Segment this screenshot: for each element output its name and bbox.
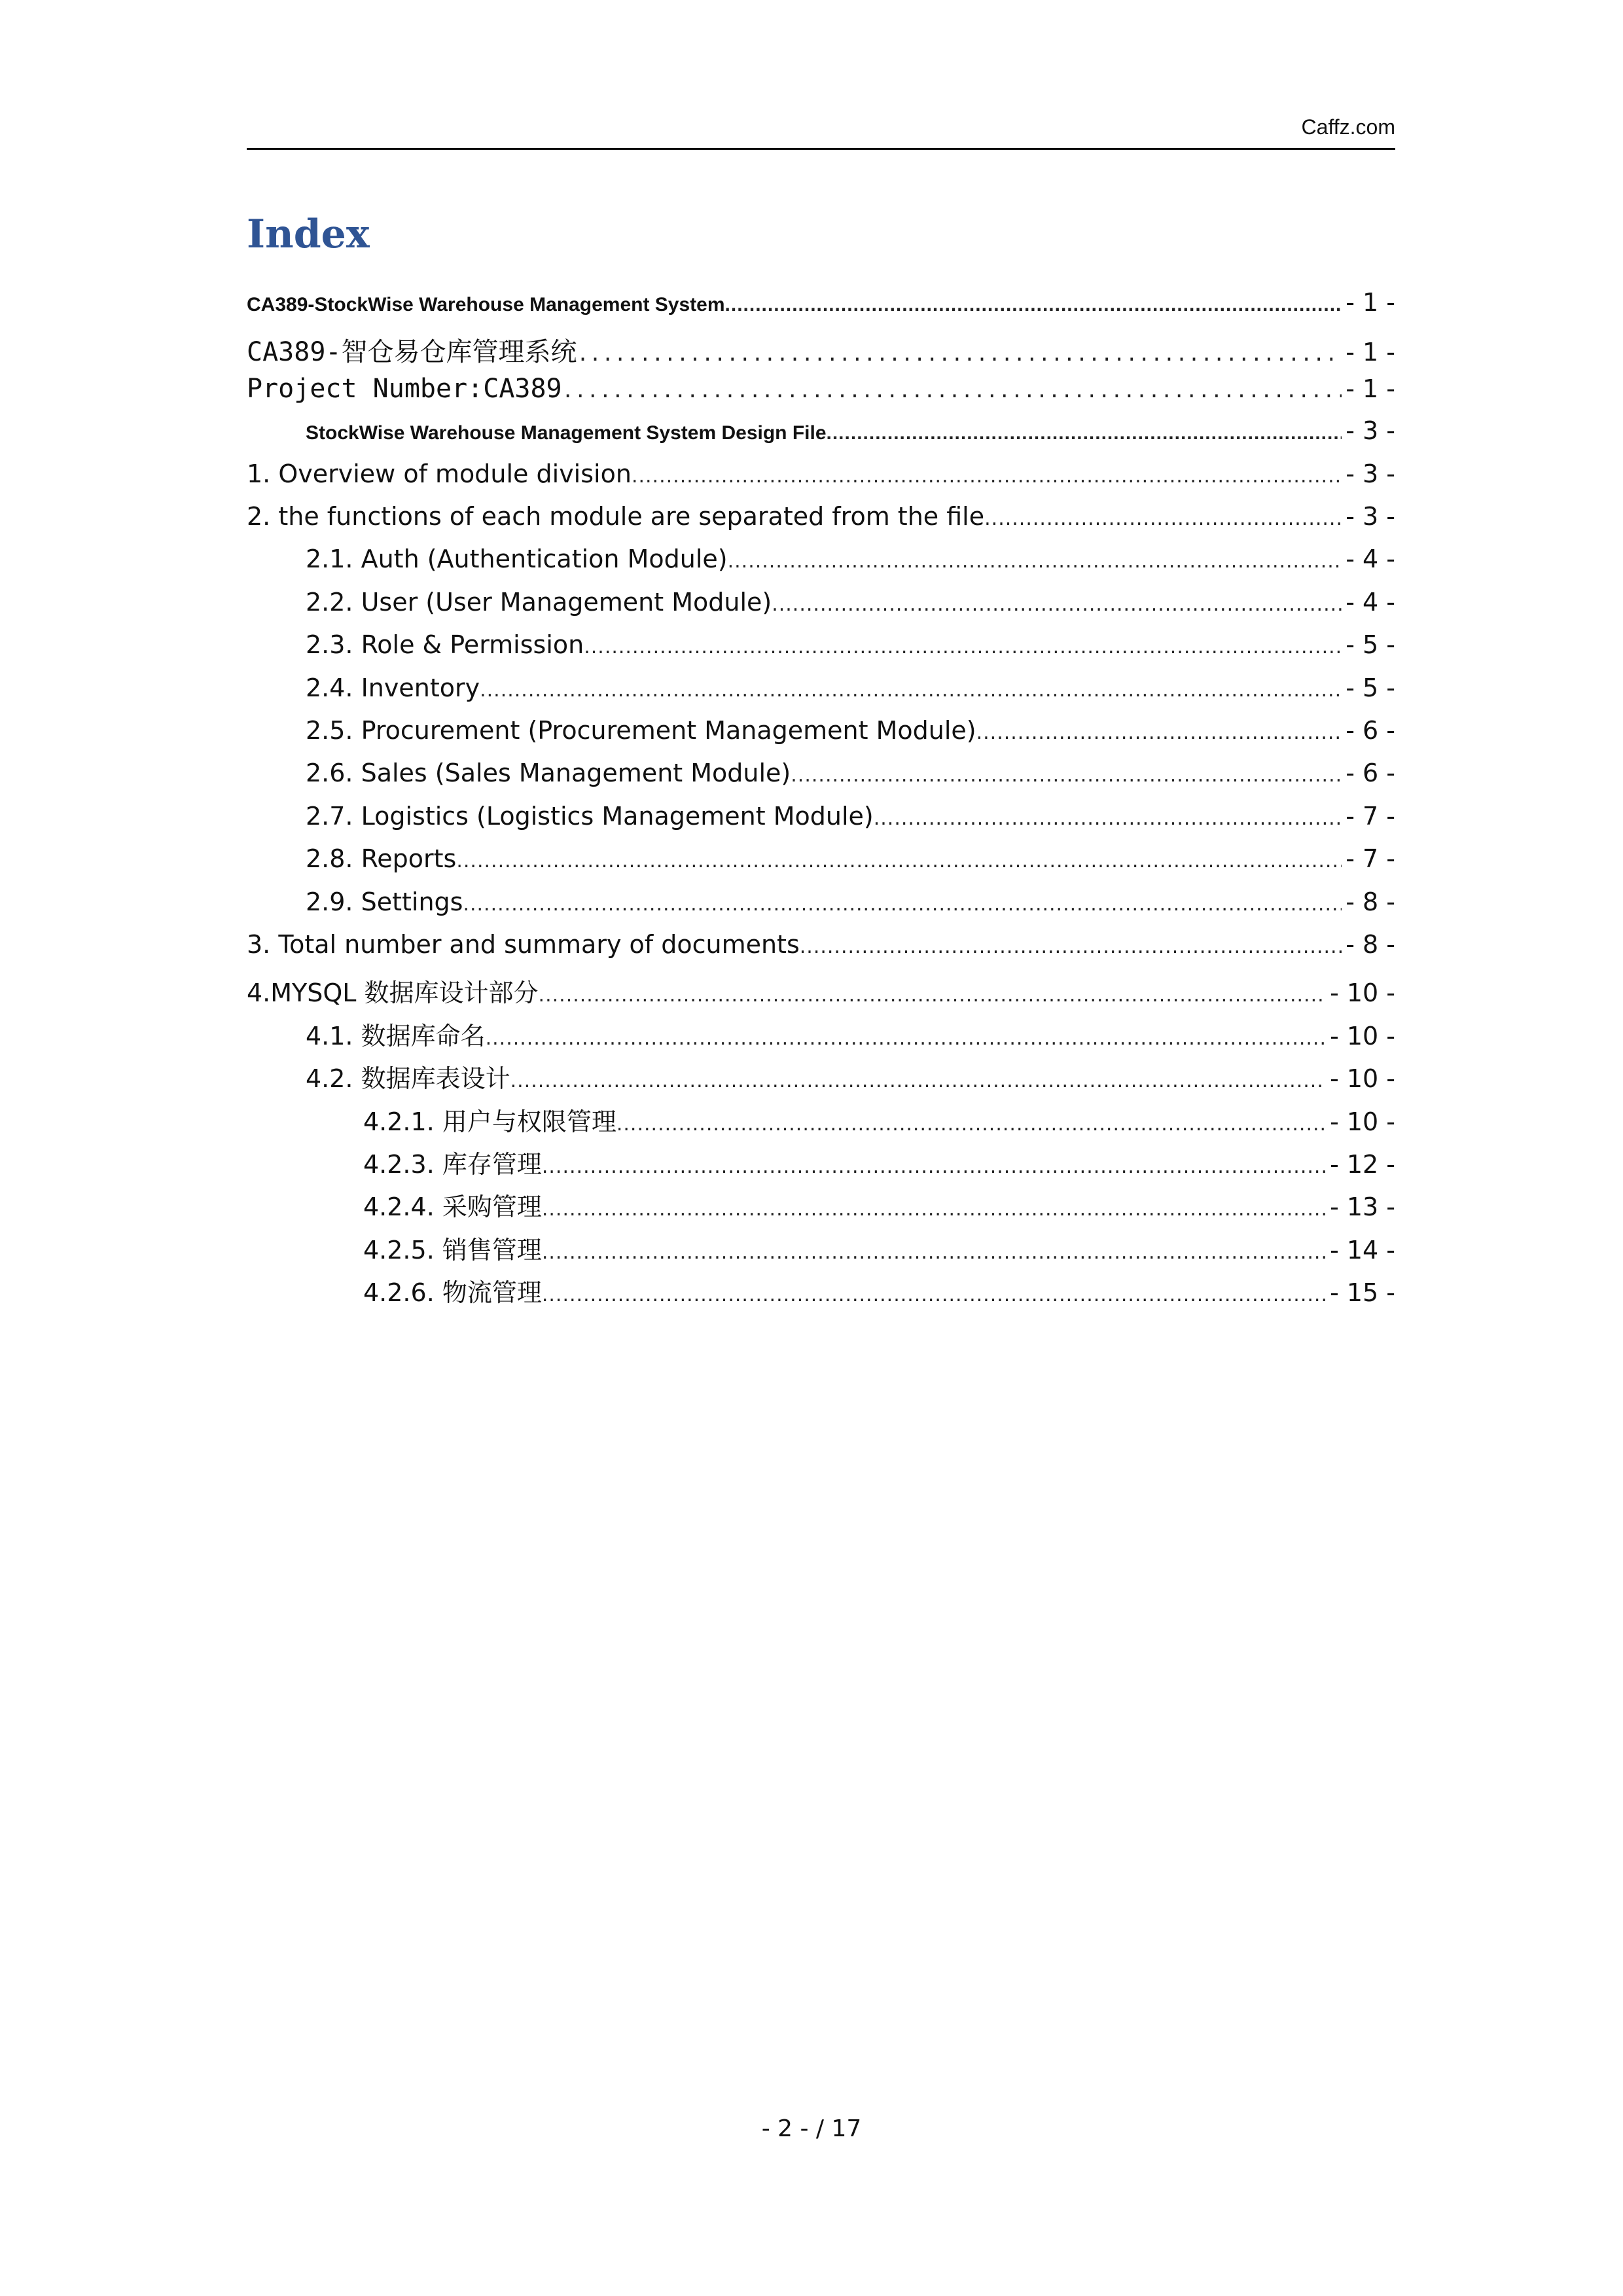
toc-entry-page: - 10 -	[1330, 1107, 1395, 1136]
toc-leader	[463, 893, 1342, 916]
page-number-footer: - 2 - / 17	[761, 2115, 862, 2142]
header-rule	[247, 148, 1395, 150]
toc-entry[interactable]	[247, 502, 1395, 545]
toc-entry-label: CA389-智仓易仓库管理系统	[247, 337, 577, 367]
page-title: Index	[247, 211, 370, 257]
toc-entry[interactable]	[247, 844, 1395, 888]
toc-entry-page: - 1 -	[1346, 338, 1395, 367]
toc-leader	[616, 1113, 1326, 1136]
toc-entry[interactable]	[247, 545, 1395, 588]
toc-entry-page: - 3 -	[1346, 459, 1395, 488]
toc-entry-label: 2.6. Sales (Sales Management Module)	[306, 759, 791, 787]
toc-entry-page: - 10 -	[1330, 978, 1395, 1007]
toc-leader	[542, 1198, 1326, 1221]
toc-entry-label: 2. the functions of each module are separated from the file	[247, 502, 985, 531]
toc-leader	[827, 422, 1342, 444]
toc-entry[interactable]	[247, 1272, 1395, 1316]
toc-entry-label: 2.9. Settings	[306, 888, 463, 916]
toc-entry-page: - 6 -	[1346, 716, 1395, 745]
toc-entry[interactable]	[247, 973, 1395, 1016]
toc-entry-page: - 8 -	[1346, 930, 1395, 959]
toc-entry[interactable]	[247, 374, 1395, 417]
toc-entry[interactable]	[247, 588, 1395, 631]
toc-entry-page: - 14 -	[1330, 1236, 1395, 1265]
toc-leader	[539, 984, 1327, 1007]
toc-leader	[632, 465, 1342, 488]
toc-entry-page: - 13 -	[1330, 1193, 1395, 1221]
toc-entry-label: 4.1. 数据库命名	[306, 1022, 486, 1050]
toc-entry[interactable]	[247, 1016, 1395, 1059]
toc-entry-page: - 4 -	[1346, 588, 1395, 617]
toc-entry-page: - 6 -	[1346, 759, 1395, 787]
toc-entry[interactable]	[247, 331, 1395, 374]
toc-entry-page: - 8 -	[1346, 888, 1395, 916]
header-site: Caffz.com	[1301, 115, 1395, 139]
toc-leader	[584, 636, 1342, 658]
toc-entry-page: - 7 -	[1346, 802, 1395, 831]
toc-entry-label: 4.2.4. 采购管理	[363, 1193, 542, 1221]
toc-leader	[542, 1241, 1326, 1264]
toc-leader	[800, 935, 1342, 958]
toc-entry-label: StockWise Warehouse Management System Design File	[306, 422, 827, 444]
toc-entry-label: 2.8. Reports	[306, 844, 457, 873]
toc-entry-label: 4.2.3. 库存管理	[363, 1150, 542, 1179]
toc-leader	[510, 1069, 1326, 1092]
toc-entry[interactable]	[247, 673, 1395, 717]
toc-leader	[772, 593, 1342, 616]
toc-leader	[984, 507, 1342, 530]
toc-entry-page: - 4 -	[1346, 545, 1395, 573]
toc-entry-page: - 5 -	[1346, 673, 1395, 702]
toc-entry-label: Project Number:CA389	[247, 374, 562, 404]
toc-entry-label: CA389-StockWise Warehouse Management System	[247, 294, 725, 315]
toc-leader	[456, 850, 1342, 872]
toc-leader	[791, 764, 1342, 787]
toc-entry[interactable]	[247, 759, 1395, 802]
toc-entry-page: - 15 -	[1330, 1278, 1395, 1307]
toc-leader	[577, 343, 1342, 366]
toc-leader	[725, 294, 1342, 316]
toc-entry[interactable]	[247, 716, 1395, 759]
toc-entry-page: - 1 -	[1346, 288, 1395, 317]
toc-entry-page: - 3 -	[1346, 502, 1395, 531]
toc-entry-label: 2.4. Inventory	[306, 673, 480, 702]
toc-entry-label: 2.7. Logistics (Logistics Management Module)	[306, 802, 874, 831]
toc-entry[interactable]	[247, 1144, 1395, 1187]
toc-entry-label: 4.2. 数据库表设计	[306, 1064, 510, 1093]
toc-entry-page: - 12 -	[1330, 1150, 1395, 1179]
toc-entry-label: 2.3. Role & Permission	[306, 630, 584, 659]
toc-entry[interactable]	[247, 1187, 1395, 1230]
toc-leader	[480, 679, 1342, 702]
toc-entry-label: 4.MYSQL 数据库设计部分	[247, 978, 539, 1007]
toc-entry-page: - 7 -	[1346, 844, 1395, 873]
toc-entry-label: 4.2.5. 销售管理	[363, 1236, 542, 1265]
toc-entry-page: - 10 -	[1330, 1022, 1395, 1050]
toc-entry-label: 4.2.6. 物流管理	[363, 1278, 542, 1307]
toc-entry[interactable]	[247, 288, 1395, 331]
toc-entry[interactable]	[247, 416, 1395, 459]
toc-entry-label: 4.2.1. 用户与权限管理	[363, 1107, 616, 1136]
toc-leader	[542, 1155, 1326, 1178]
toc-leader	[728, 550, 1342, 573]
toc-entry-page: - 1 -	[1346, 374, 1395, 403]
toc-entry-label: 2.2. User (User Management Module)	[306, 588, 772, 617]
toc-leader	[562, 380, 1342, 403]
toc-entry[interactable]	[247, 802, 1395, 845]
toc-entry-page: - 5 -	[1346, 630, 1395, 659]
toc-entry-page: - 3 -	[1346, 416, 1395, 445]
toc-entry[interactable]	[247, 630, 1395, 673]
toc-leader	[976, 721, 1342, 744]
toc-entry[interactable]	[247, 888, 1395, 931]
toc-entry-label: 1. Overview of module division	[247, 459, 632, 488]
toc-entry-label: 2.5. Procurement (Procurement Management Module)	[306, 716, 976, 745]
toc-entry[interactable]	[247, 1230, 1395, 1273]
toc-leader	[486, 1027, 1326, 1050]
toc-entry[interactable]	[247, 1102, 1395, 1145]
toc-entry-label: 3. Total number and summary of documents	[247, 930, 800, 959]
toc-entry-page: - 10 -	[1330, 1064, 1395, 1093]
toc-leader	[874, 807, 1342, 830]
toc-entry-label: 2.1. Auth (Authentication Module)	[306, 545, 728, 573]
toc-leader	[542, 1283, 1326, 1306]
toc-entry[interactable]	[247, 1058, 1395, 1102]
toc-entry[interactable]	[247, 459, 1395, 503]
toc-entry[interactable]	[247, 930, 1395, 973]
